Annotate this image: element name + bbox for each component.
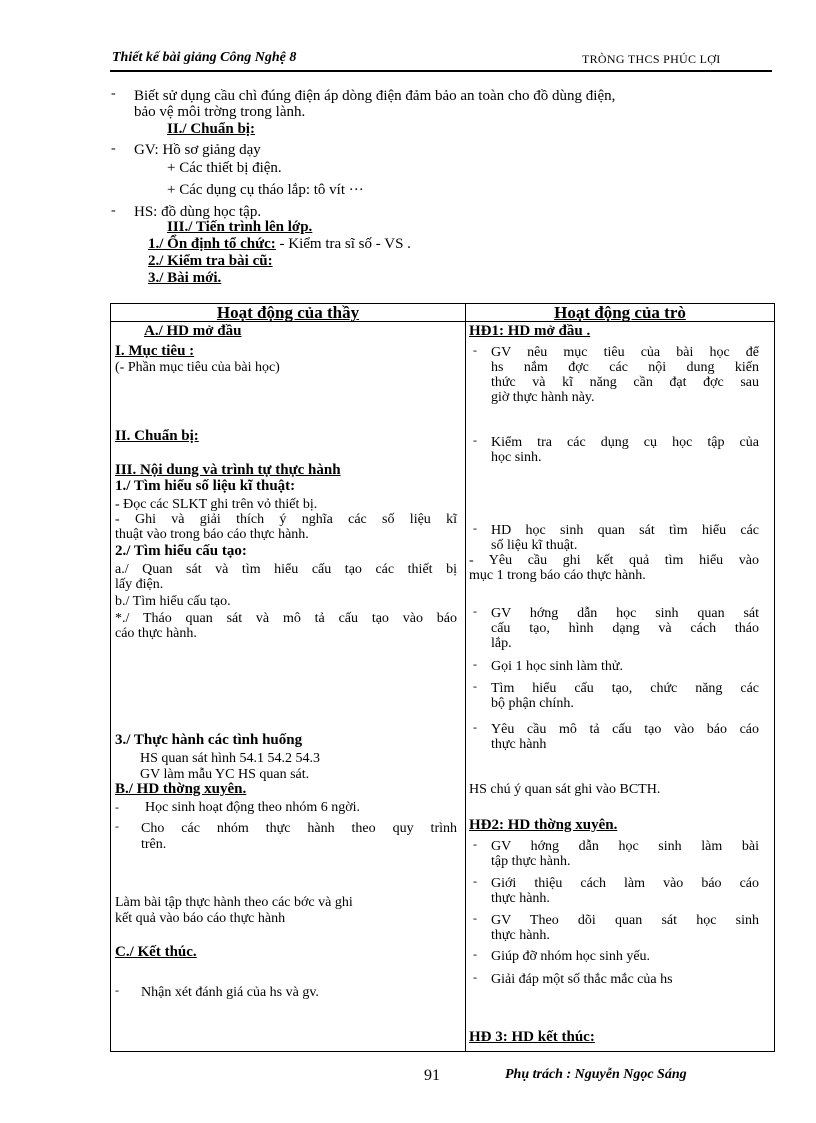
intro-gv-item-1: + Các thiết bị điện. — [167, 160, 282, 176]
r14: Giải đáp một số thắc mắc của hs — [491, 972, 673, 987]
r5-line-1: GV hớng dẫn học sinh quan sát — [491, 606, 759, 621]
r4-line-2: mục 1 trong báo cáo thực hành. — [469, 568, 646, 583]
hd2-heading: HĐ2: HD thờng xuyên. — [469, 817, 618, 833]
bullet-dash: - — [111, 203, 116, 218]
step-1-text: - Kiểm tra sĩ số - VS . — [275, 236, 411, 252]
r6: Gọi 1 học sinh làm thử. — [491, 659, 624, 674]
header-school: TRÒNG THCS PHÚC LỢI — [582, 52, 721, 66]
intro-gv: GV: Hồ sơ giảng dạy — [134, 142, 261, 158]
intro-bullet-1-cont: bảo vệ môi trờng trong lành. — [134, 104, 306, 120]
step-3-b: GV làm mẫu YC HS quan sát. — [140, 767, 310, 782]
r3-line-1: HD học sinh quan sát tìm hiểu các — [491, 523, 759, 538]
chuan-bi-heading: II. Chuẩn bị: — [115, 428, 199, 444]
step-1-b-cont: thuật vào trong báo cáo thực hành. — [115, 527, 309, 542]
section-tien-trinh: III./ Tiến trình lên lớp. — [167, 219, 313, 235]
bullet-dash: - — [473, 837, 477, 851]
muc-tieu-text: (- Phần mục tiêu của bài học) — [115, 360, 280, 375]
bullet-dash: - — [115, 819, 119, 833]
hd3-heading: HĐ 3: HD kết thúc: — [469, 1029, 595, 1045]
col-header-teacher: Hoạt động của thầy — [111, 304, 466, 322]
step-3-heading: 3./ Thực hành các tình huống — [115, 732, 303, 748]
r5-line-2: cấu tạo, hình dạng và cách tháo — [491, 621, 759, 636]
bullet-dash: - — [111, 86, 116, 101]
bullet-dash: - — [115, 800, 119, 814]
header-divider — [110, 70, 772, 72]
r1-line-4: giờ thực hành này. — [491, 390, 595, 405]
b-item-3-cont: kết quả vào báo cáo thực hành — [115, 911, 286, 926]
r1-line-2: hs nắm đợc các nội dung kiến — [491, 360, 759, 375]
bullet-dash: - — [473, 679, 477, 693]
section-b: B./ HD thờng xuyên. — [115, 781, 247, 797]
step-2-c-cont: cáo thực hành. — [115, 626, 197, 641]
intro-gv-item-2: + Các dụng cụ tháo lắp: tô vít ··· — [167, 182, 364, 198]
col-header-student: Hoạt động của trò — [466, 304, 775, 322]
step-2-c: *./ Tháo quan sát và mô tả cấu tạo vào báo — [115, 611, 457, 626]
r11-line-2: thực hành. — [491, 891, 550, 906]
bullet-dash: - — [111, 141, 116, 156]
r2-line-2: học sinh. — [491, 450, 542, 465]
r11-line-1: Giới thiệu cách làm vào báo cáo — [491, 876, 759, 891]
r4-line-1: - Yêu cầu ghi kết quả tìm hiểu vào — [469, 553, 759, 568]
intro-step-3: 3./ Bài mới. — [148, 270, 222, 286]
step-1-b: - Ghi và giải thích ý nghĩa các số liệu kĩ — [115, 512, 457, 527]
r7-line-1: Tìm hiểu cấu tạo, chức năng các — [491, 681, 759, 696]
intro-bullet-1: Biết sử dụng cầu chì đúng điện áp dòng điện đảm bảo an toàn cho đồ dùng điện, — [134, 88, 616, 104]
bullet-dash: - — [473, 970, 477, 984]
step-1-a: - Đọc các SLKT ghi trên vỏ thiết bị. — [115, 497, 318, 512]
section-c: C./ Kết thúc. — [115, 944, 197, 960]
section-a: A./ HD mở đầu — [144, 323, 242, 339]
b-item-2: Cho các nhóm thực hành theo quy trình — [141, 821, 457, 836]
step-2-a: a./ Quan sát và tìm hiểu cấu tạo các thiết bị — [115, 562, 457, 577]
hd1-heading: HĐ1: HD mở đầu . — [469, 323, 591, 339]
activity-table — [110, 303, 775, 1052]
muc-tieu-heading: I. Mục tiêu : — [115, 343, 195, 359]
bullet-dash: - — [473, 657, 477, 671]
r2-line-1: Kiểm tra các dụng cụ học tập của — [491, 435, 759, 450]
section-chuan-bi: II./ Chuẩn bị: — [167, 121, 255, 137]
b-item-2-cont: trên. — [141, 837, 167, 852]
step-2-a-cont: lấy điện. — [115, 577, 164, 592]
step-1-label: 1./ Ổn định tổ chức: — [148, 236, 276, 252]
bullet-dash: - — [473, 720, 477, 734]
r12-line-2: thực hành. — [491, 928, 550, 943]
r13: Giúp đỡ nhóm học sinh yếu. — [491, 949, 651, 964]
intro-hs: HS: đồ dùng học tập. — [134, 204, 262, 220]
r1-line-3: thức và kĩ năng cần đạt đợc sau — [491, 375, 759, 390]
step-3-a: HS quan sát hình 54.1 54.2 54.3 — [140, 751, 321, 766]
b-item-1: Học sinh hoạt động theo nhóm 6 ngời. — [145, 800, 361, 815]
student-column — [466, 322, 775, 1052]
r10-line-2: tập thực hành. — [491, 854, 571, 869]
bullet-dash: - — [115, 983, 119, 997]
teacher-column — [111, 322, 466, 1052]
r7-line-2: bộ phận chính. — [491, 696, 574, 711]
bullet-dash: - — [473, 433, 477, 447]
bullet-dash: - — [473, 911, 477, 925]
bullet-dash: - — [473, 521, 477, 535]
header-title: Thiết kế bài giảng Công Nghệ 8 — [112, 50, 297, 65]
r5-line-3: lắp. — [491, 636, 512, 651]
step-2-b: b./ Tìm hiểu cấu tạo. — [115, 594, 231, 609]
bullet-dash: - — [473, 343, 477, 357]
r3-line-2: số liệu kĩ thuật. — [491, 538, 578, 553]
intro-step-2: 2./ Kiểm tra bài cũ: — [148, 253, 273, 269]
r9: HS chú ý quan sát ghi vào BCTH. — [469, 782, 661, 797]
bullet-dash: - — [473, 874, 477, 888]
b-item-3: Làm bài tập thực hành theo các bớc và ghi — [115, 895, 353, 910]
r8-line-1: Yêu cầu mô tả cấu tạo vào báo cáo — [491, 722, 759, 737]
bullet-dash: - — [473, 604, 477, 618]
c-item-1: Nhận xét đánh giá của hs và gv. — [141, 985, 319, 1000]
footer-author: Phụ trách : Nguyễn Ngọc Sáng — [505, 1067, 687, 1082]
r12-line-1: GV Theo dõi quan sát học sinh — [491, 913, 759, 928]
bullet-dash: - — [473, 947, 477, 961]
r8-line-2: thực hành — [491, 737, 547, 752]
page-number: 91 — [424, 1067, 440, 1084]
noi-dung-heading: III. Nội dung và trình tự thực hành — [115, 462, 341, 478]
step-1-heading: 1./ Tìm hiểu số liệu kĩ thuật: — [115, 478, 296, 494]
r10-line-1: GV hớng dẫn học sinh làm bài — [491, 839, 759, 854]
r1-line-1: GV nêu mục tiêu của bài học để — [491, 345, 759, 360]
step-2-heading: 2./ Tìm hiểu cấu tạo: — [115, 543, 247, 559]
intro-step-1 — [148, 236, 411, 252]
